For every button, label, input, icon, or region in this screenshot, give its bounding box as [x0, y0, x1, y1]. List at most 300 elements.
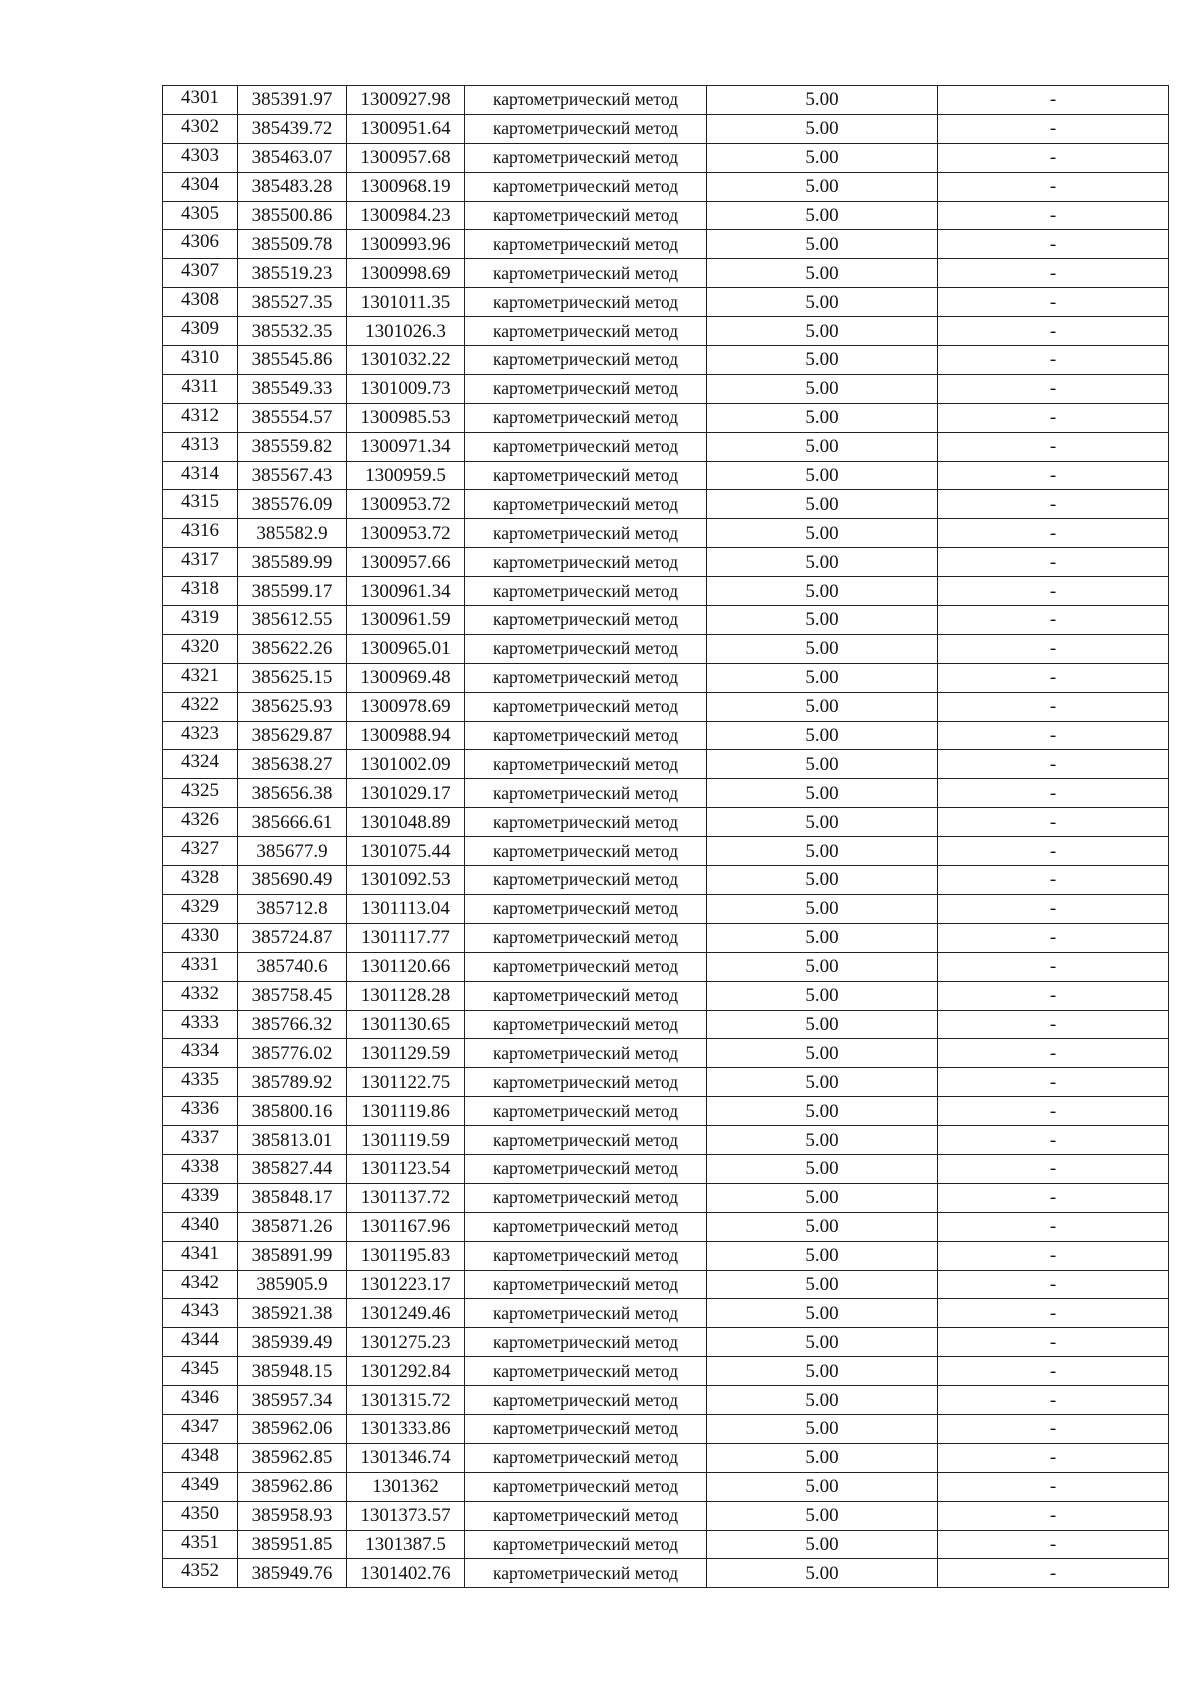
table-row [163, 230, 1169, 259]
table-row [163, 317, 1169, 346]
accuracy-cell: 5.00 [707, 114, 938, 143]
method-cell: картометрический метод [465, 490, 707, 519]
table-body [163, 86, 1169, 1588]
point-number-cell: 4328 [163, 866, 238, 895]
method-cell: картометрический метод [465, 1299, 707, 1328]
method-cell: картометрический метод [465, 519, 707, 548]
point-number-cell: 4323 [163, 721, 238, 750]
y-coordinate-cell: 1300961.59 [347, 606, 465, 635]
y-coordinate-cell: 1301223.17 [347, 1270, 465, 1299]
x-coordinate-cell: 385962.06 [238, 1414, 347, 1443]
method-cell: картометрический метод [465, 1414, 707, 1443]
table-row [163, 663, 1169, 692]
x-coordinate-cell: 385789.92 [238, 1068, 347, 1097]
accuracy-cell: 5.00 [707, 1126, 938, 1155]
method-cell: картометрический метод [465, 143, 707, 172]
table-row [163, 1328, 1169, 1357]
x-coordinate-cell: 385848.17 [238, 1183, 347, 1212]
method-cell: картометрический метод [465, 894, 707, 923]
table-row [163, 374, 1169, 403]
table-row [163, 981, 1169, 1010]
x-coordinate-cell: 385666.61 [238, 808, 347, 837]
note-cell: - [938, 1270, 1169, 1299]
coordinates-table [162, 85, 1169, 1588]
y-coordinate-cell: 1300984.23 [347, 201, 465, 230]
accuracy-cell: 5.00 [707, 1472, 938, 1501]
x-coordinate-cell: 385612.55 [238, 606, 347, 635]
y-coordinate-cell: 1300993.96 [347, 230, 465, 259]
accuracy-cell: 5.00 [707, 692, 938, 721]
accuracy-cell: 5.00 [707, 721, 938, 750]
method-cell: картометрический метод [465, 1010, 707, 1039]
accuracy-cell: 5.00 [707, 403, 938, 432]
note-cell: - [938, 577, 1169, 606]
y-coordinate-cell: 1301129.59 [347, 1039, 465, 1068]
x-coordinate-cell: 385939.49 [238, 1328, 347, 1357]
y-coordinate-cell: 1300927.98 [347, 86, 465, 115]
method-cell: картометрический метод [465, 1270, 707, 1299]
point-number-cell: 4343 [163, 1299, 238, 1328]
table-row [163, 923, 1169, 952]
table-row [163, 1097, 1169, 1126]
x-coordinate-cell: 385554.57 [238, 403, 347, 432]
x-coordinate-cell: 385712.8 [238, 894, 347, 923]
table-row [163, 1472, 1169, 1501]
method-cell: картометрический метод [465, 114, 707, 143]
accuracy-cell: 5.00 [707, 606, 938, 635]
y-coordinate-cell: 1301333.86 [347, 1414, 465, 1443]
accuracy-cell: 5.00 [707, 143, 938, 172]
accuracy-cell: 5.00 [707, 923, 938, 952]
y-coordinate-cell: 1301123.54 [347, 1154, 465, 1183]
accuracy-cell: 5.00 [707, 866, 938, 895]
x-coordinate-cell: 385638.27 [238, 750, 347, 779]
point-number-cell: 4335 [163, 1068, 238, 1097]
note-cell: - [938, 1212, 1169, 1241]
point-number-cell: 4351 [163, 1530, 238, 1559]
point-number-cell: 4332 [163, 981, 238, 1010]
point-number-cell: 4346 [163, 1386, 238, 1415]
y-coordinate-cell: 1301402.76 [347, 1559, 465, 1588]
table-row [163, 490, 1169, 519]
note-cell: - [938, 288, 1169, 317]
point-number-cell: 4305 [163, 201, 238, 230]
accuracy-cell: 5.00 [707, 490, 938, 519]
y-coordinate-cell: 1300969.48 [347, 663, 465, 692]
note-cell: - [938, 114, 1169, 143]
x-coordinate-cell: 385827.44 [238, 1154, 347, 1183]
y-coordinate-cell: 1301120.66 [347, 952, 465, 981]
note-cell: - [938, 837, 1169, 866]
table-row [163, 606, 1169, 635]
method-cell: картометрический метод [465, 172, 707, 201]
table-row [163, 808, 1169, 837]
table-row [163, 894, 1169, 923]
method-cell: картометрический метод [465, 1183, 707, 1212]
accuracy-cell: 5.00 [707, 808, 938, 837]
table-row [163, 1501, 1169, 1530]
y-coordinate-cell: 1300951.64 [347, 114, 465, 143]
accuracy-cell: 5.00 [707, 1386, 938, 1415]
x-coordinate-cell: 385948.15 [238, 1357, 347, 1386]
table-row [163, 288, 1169, 317]
point-number-cell: 4318 [163, 577, 238, 606]
accuracy-cell: 5.00 [707, 981, 938, 1010]
point-number-cell: 4341 [163, 1241, 238, 1270]
method-cell: картометрический метод [465, 606, 707, 635]
method-cell: картометрический метод [465, 317, 707, 346]
note-cell: - [938, 317, 1169, 346]
note-cell: - [938, 230, 1169, 259]
note-cell: - [938, 461, 1169, 490]
note-cell: - [938, 866, 1169, 895]
point-number-cell: 4325 [163, 779, 238, 808]
method-cell: картометрический метод [465, 721, 707, 750]
point-number-cell: 4321 [163, 663, 238, 692]
note-cell: - [938, 721, 1169, 750]
accuracy-cell: 5.00 [707, 346, 938, 375]
y-coordinate-cell: 1300985.53 [347, 403, 465, 432]
accuracy-cell: 5.00 [707, 288, 938, 317]
accuracy-cell: 5.00 [707, 1299, 938, 1328]
y-coordinate-cell: 1301075.44 [347, 837, 465, 866]
accuracy-cell: 5.00 [707, 1039, 938, 1068]
point-number-cell: 4307 [163, 259, 238, 288]
accuracy-cell: 5.00 [707, 837, 938, 866]
accuracy-cell: 5.00 [707, 432, 938, 461]
method-cell: картометрический метод [465, 692, 707, 721]
note-cell: - [938, 779, 1169, 808]
accuracy-cell: 5.00 [707, 1357, 938, 1386]
y-coordinate-cell: 1301117.77 [347, 923, 465, 952]
x-coordinate-cell: 385871.26 [238, 1212, 347, 1241]
point-number-cell: 4319 [163, 606, 238, 635]
accuracy-cell: 5.00 [707, 1270, 938, 1299]
table-row [163, 143, 1169, 172]
note-cell: - [938, 519, 1169, 548]
table-row [163, 721, 1169, 750]
accuracy-cell: 5.00 [707, 1443, 938, 1472]
y-coordinate-cell: 1301128.28 [347, 981, 465, 1010]
table-row [163, 259, 1169, 288]
method-cell: картометрический метод [465, 837, 707, 866]
accuracy-cell: 5.00 [707, 663, 938, 692]
note-cell: - [938, 1154, 1169, 1183]
point-number-cell: 4312 [163, 403, 238, 432]
note-cell: - [938, 346, 1169, 375]
accuracy-cell: 5.00 [707, 1212, 938, 1241]
x-coordinate-cell: 385625.15 [238, 663, 347, 692]
table-row [163, 86, 1169, 115]
x-coordinate-cell: 385500.86 [238, 201, 347, 230]
y-coordinate-cell: 1300965.01 [347, 634, 465, 663]
point-number-cell: 4329 [163, 894, 238, 923]
x-coordinate-cell: 385589.99 [238, 548, 347, 577]
method-cell: картометрический метод [465, 1068, 707, 1097]
x-coordinate-cell: 385629.87 [238, 721, 347, 750]
note-cell: - [938, 1501, 1169, 1530]
point-number-cell: 4326 [163, 808, 238, 837]
table-row [163, 1299, 1169, 1328]
table-row [163, 952, 1169, 981]
table-row [163, 461, 1169, 490]
note-cell: - [938, 259, 1169, 288]
method-cell: картометрический метод [465, 259, 707, 288]
note-cell: - [938, 1097, 1169, 1126]
y-coordinate-cell: 1301032.22 [347, 346, 465, 375]
x-coordinate-cell: 385559.82 [238, 432, 347, 461]
accuracy-cell: 5.00 [707, 230, 938, 259]
table-row [163, 634, 1169, 663]
accuracy-cell: 5.00 [707, 1501, 938, 1530]
note-cell: - [938, 1443, 1169, 1472]
note-cell: - [938, 1357, 1169, 1386]
point-number-cell: 4315 [163, 490, 238, 519]
method-cell: картометрический метод [465, 1559, 707, 1588]
table-row [163, 1414, 1169, 1443]
y-coordinate-cell: 1300953.72 [347, 519, 465, 548]
method-cell: картометрический метод [465, 1501, 707, 1530]
table-row [163, 750, 1169, 779]
point-number-cell: 4327 [163, 837, 238, 866]
note-cell: - [938, 1530, 1169, 1559]
point-number-cell: 4342 [163, 1270, 238, 1299]
note-cell: - [938, 403, 1169, 432]
point-number-cell: 4348 [163, 1443, 238, 1472]
accuracy-cell: 5.00 [707, 374, 938, 403]
method-cell: картометрический метод [465, 403, 707, 432]
y-coordinate-cell: 1301011.35 [347, 288, 465, 317]
y-coordinate-cell: 1300998.69 [347, 259, 465, 288]
note-cell: - [938, 894, 1169, 923]
note-cell: - [938, 1299, 1169, 1328]
x-coordinate-cell: 385463.07 [238, 143, 347, 172]
method-cell: картометрический метод [465, 1097, 707, 1126]
point-number-cell: 4316 [163, 519, 238, 548]
x-coordinate-cell: 385509.78 [238, 230, 347, 259]
note-cell: - [938, 1328, 1169, 1357]
x-coordinate-cell: 385776.02 [238, 1039, 347, 1068]
note-cell: - [938, 1472, 1169, 1501]
x-coordinate-cell: 385891.99 [238, 1241, 347, 1270]
x-coordinate-cell: 385758.45 [238, 981, 347, 1010]
point-number-cell: 4301 [163, 86, 238, 115]
y-coordinate-cell: 1301167.96 [347, 1212, 465, 1241]
accuracy-cell: 5.00 [707, 1559, 938, 1588]
table-row [163, 1530, 1169, 1559]
table-row [163, 1126, 1169, 1155]
method-cell: картометрический метод [465, 779, 707, 808]
x-coordinate-cell: 385625.93 [238, 692, 347, 721]
method-cell: картометрический метод [465, 1126, 707, 1155]
note-cell: - [938, 606, 1169, 635]
y-coordinate-cell: 1301249.46 [347, 1299, 465, 1328]
accuracy-cell: 5.00 [707, 779, 938, 808]
y-coordinate-cell: 1301002.09 [347, 750, 465, 779]
x-coordinate-cell: 385766.32 [238, 1010, 347, 1039]
table-row [163, 403, 1169, 432]
method-cell: картометрический метод [465, 1530, 707, 1559]
y-coordinate-cell: 1301048.89 [347, 808, 465, 837]
note-cell: - [938, 86, 1169, 115]
accuracy-cell: 5.00 [707, 548, 938, 577]
point-number-cell: 4340 [163, 1212, 238, 1241]
x-coordinate-cell: 385800.16 [238, 1097, 347, 1126]
y-coordinate-cell: 1300957.66 [347, 548, 465, 577]
accuracy-cell: 5.00 [707, 1010, 938, 1039]
y-coordinate-cell: 1301113.04 [347, 894, 465, 923]
table-row [163, 692, 1169, 721]
x-coordinate-cell: 385622.26 [238, 634, 347, 663]
y-coordinate-cell: 1301292.84 [347, 1357, 465, 1386]
method-cell: картометрический метод [465, 634, 707, 663]
table-row [163, 1241, 1169, 1270]
point-number-cell: 4310 [163, 346, 238, 375]
y-coordinate-cell: 1301026.3 [347, 317, 465, 346]
note-cell: - [938, 663, 1169, 692]
y-coordinate-cell: 1300971.34 [347, 432, 465, 461]
x-coordinate-cell: 385957.34 [238, 1386, 347, 1415]
x-coordinate-cell: 385949.76 [238, 1559, 347, 1588]
accuracy-cell: 5.00 [707, 750, 938, 779]
point-number-cell: 4311 [163, 374, 238, 403]
y-coordinate-cell: 1301119.86 [347, 1097, 465, 1126]
note-cell: - [938, 143, 1169, 172]
note-cell: - [938, 432, 1169, 461]
note-cell: - [938, 1039, 1169, 1068]
method-cell: картометрический метод [465, 432, 707, 461]
table-row [163, 432, 1169, 461]
x-coordinate-cell: 385439.72 [238, 114, 347, 143]
table-row [163, 1386, 1169, 1415]
table-row [163, 1039, 1169, 1068]
table-row [163, 172, 1169, 201]
method-cell: картометрический метод [465, 230, 707, 259]
accuracy-cell: 5.00 [707, 461, 938, 490]
method-cell: картометрический метод [465, 1212, 707, 1241]
table-row [163, 1559, 1169, 1588]
y-coordinate-cell: 1300978.69 [347, 692, 465, 721]
x-coordinate-cell: 385958.93 [238, 1501, 347, 1530]
x-coordinate-cell: 385545.86 [238, 346, 347, 375]
point-number-cell: 4320 [163, 634, 238, 663]
y-coordinate-cell: 1301315.72 [347, 1386, 465, 1415]
table-row [163, 346, 1169, 375]
method-cell: картометрический метод [465, 923, 707, 952]
y-coordinate-cell: 1301373.57 [347, 1501, 465, 1530]
point-number-cell: 4330 [163, 923, 238, 952]
accuracy-cell: 5.00 [707, 317, 938, 346]
accuracy-cell: 5.00 [707, 1328, 938, 1357]
y-coordinate-cell: 1301195.83 [347, 1241, 465, 1270]
method-cell: картометрический метод [465, 1443, 707, 1472]
table-row [163, 1183, 1169, 1212]
point-number-cell: 4317 [163, 548, 238, 577]
note-cell: - [938, 1414, 1169, 1443]
note-cell: - [938, 201, 1169, 230]
y-coordinate-cell: 1301275.23 [347, 1328, 465, 1357]
accuracy-cell: 5.00 [707, 519, 938, 548]
y-coordinate-cell: 1300959.5 [347, 461, 465, 490]
x-coordinate-cell: 385724.87 [238, 923, 347, 952]
note-cell: - [938, 634, 1169, 663]
table-row [163, 1010, 1169, 1039]
x-coordinate-cell: 385962.85 [238, 1443, 347, 1472]
x-coordinate-cell: 385599.17 [238, 577, 347, 606]
x-coordinate-cell: 385951.85 [238, 1530, 347, 1559]
point-number-cell: 4306 [163, 230, 238, 259]
y-coordinate-cell: 1301029.17 [347, 779, 465, 808]
accuracy-cell: 5.00 [707, 201, 938, 230]
point-number-cell: 4334 [163, 1039, 238, 1068]
x-coordinate-cell: 385567.43 [238, 461, 347, 490]
method-cell: картометрический метод [465, 374, 707, 403]
point-number-cell: 4308 [163, 288, 238, 317]
table-row [163, 548, 1169, 577]
accuracy-cell: 5.00 [707, 952, 938, 981]
note-cell: - [938, 1386, 1169, 1415]
method-cell: картометрический метод [465, 1386, 707, 1415]
accuracy-cell: 5.00 [707, 1530, 938, 1559]
note-cell: - [938, 1010, 1169, 1039]
table-row [163, 1357, 1169, 1386]
y-coordinate-cell: 1301387.5 [347, 1530, 465, 1559]
y-coordinate-cell: 1300961.34 [347, 577, 465, 606]
y-coordinate-cell: 1301092.53 [347, 866, 465, 895]
table-row [163, 1212, 1169, 1241]
accuracy-cell: 5.00 [707, 1183, 938, 1212]
accuracy-cell: 5.00 [707, 172, 938, 201]
x-coordinate-cell: 385582.9 [238, 519, 347, 548]
note-cell: - [938, 548, 1169, 577]
note-cell: - [938, 1241, 1169, 1270]
method-cell: картометрический метод [465, 1357, 707, 1386]
table-row [163, 1154, 1169, 1183]
point-number-cell: 4337 [163, 1126, 238, 1155]
note-cell: - [938, 1183, 1169, 1212]
note-cell: - [938, 923, 1169, 952]
note-cell: - [938, 750, 1169, 779]
accuracy-cell: 5.00 [707, 577, 938, 606]
table-row [163, 577, 1169, 606]
point-number-cell: 4322 [163, 692, 238, 721]
x-coordinate-cell: 385391.97 [238, 86, 347, 115]
point-number-cell: 4336 [163, 1097, 238, 1126]
point-number-cell: 4313 [163, 432, 238, 461]
note-cell: - [938, 981, 1169, 1010]
y-coordinate-cell: 1301009.73 [347, 374, 465, 403]
accuracy-cell: 5.00 [707, 1154, 938, 1183]
x-coordinate-cell: 385532.35 [238, 317, 347, 346]
table-row [163, 779, 1169, 808]
note-cell: - [938, 1126, 1169, 1155]
method-cell: картометрический метод [465, 577, 707, 606]
point-number-cell: 4309 [163, 317, 238, 346]
point-number-cell: 4331 [163, 952, 238, 981]
point-number-cell: 4324 [163, 750, 238, 779]
method-cell: картометрический метод [465, 201, 707, 230]
method-cell: картометрический метод [465, 548, 707, 577]
point-number-cell: 4303 [163, 143, 238, 172]
accuracy-cell: 5.00 [707, 1241, 938, 1270]
method-cell: картометрический метод [465, 808, 707, 837]
accuracy-cell: 5.00 [707, 86, 938, 115]
accuracy-cell: 5.00 [707, 634, 938, 663]
point-number-cell: 4314 [163, 461, 238, 490]
table-row [163, 201, 1169, 230]
method-cell: картометрический метод [465, 952, 707, 981]
x-coordinate-cell: 385483.28 [238, 172, 347, 201]
